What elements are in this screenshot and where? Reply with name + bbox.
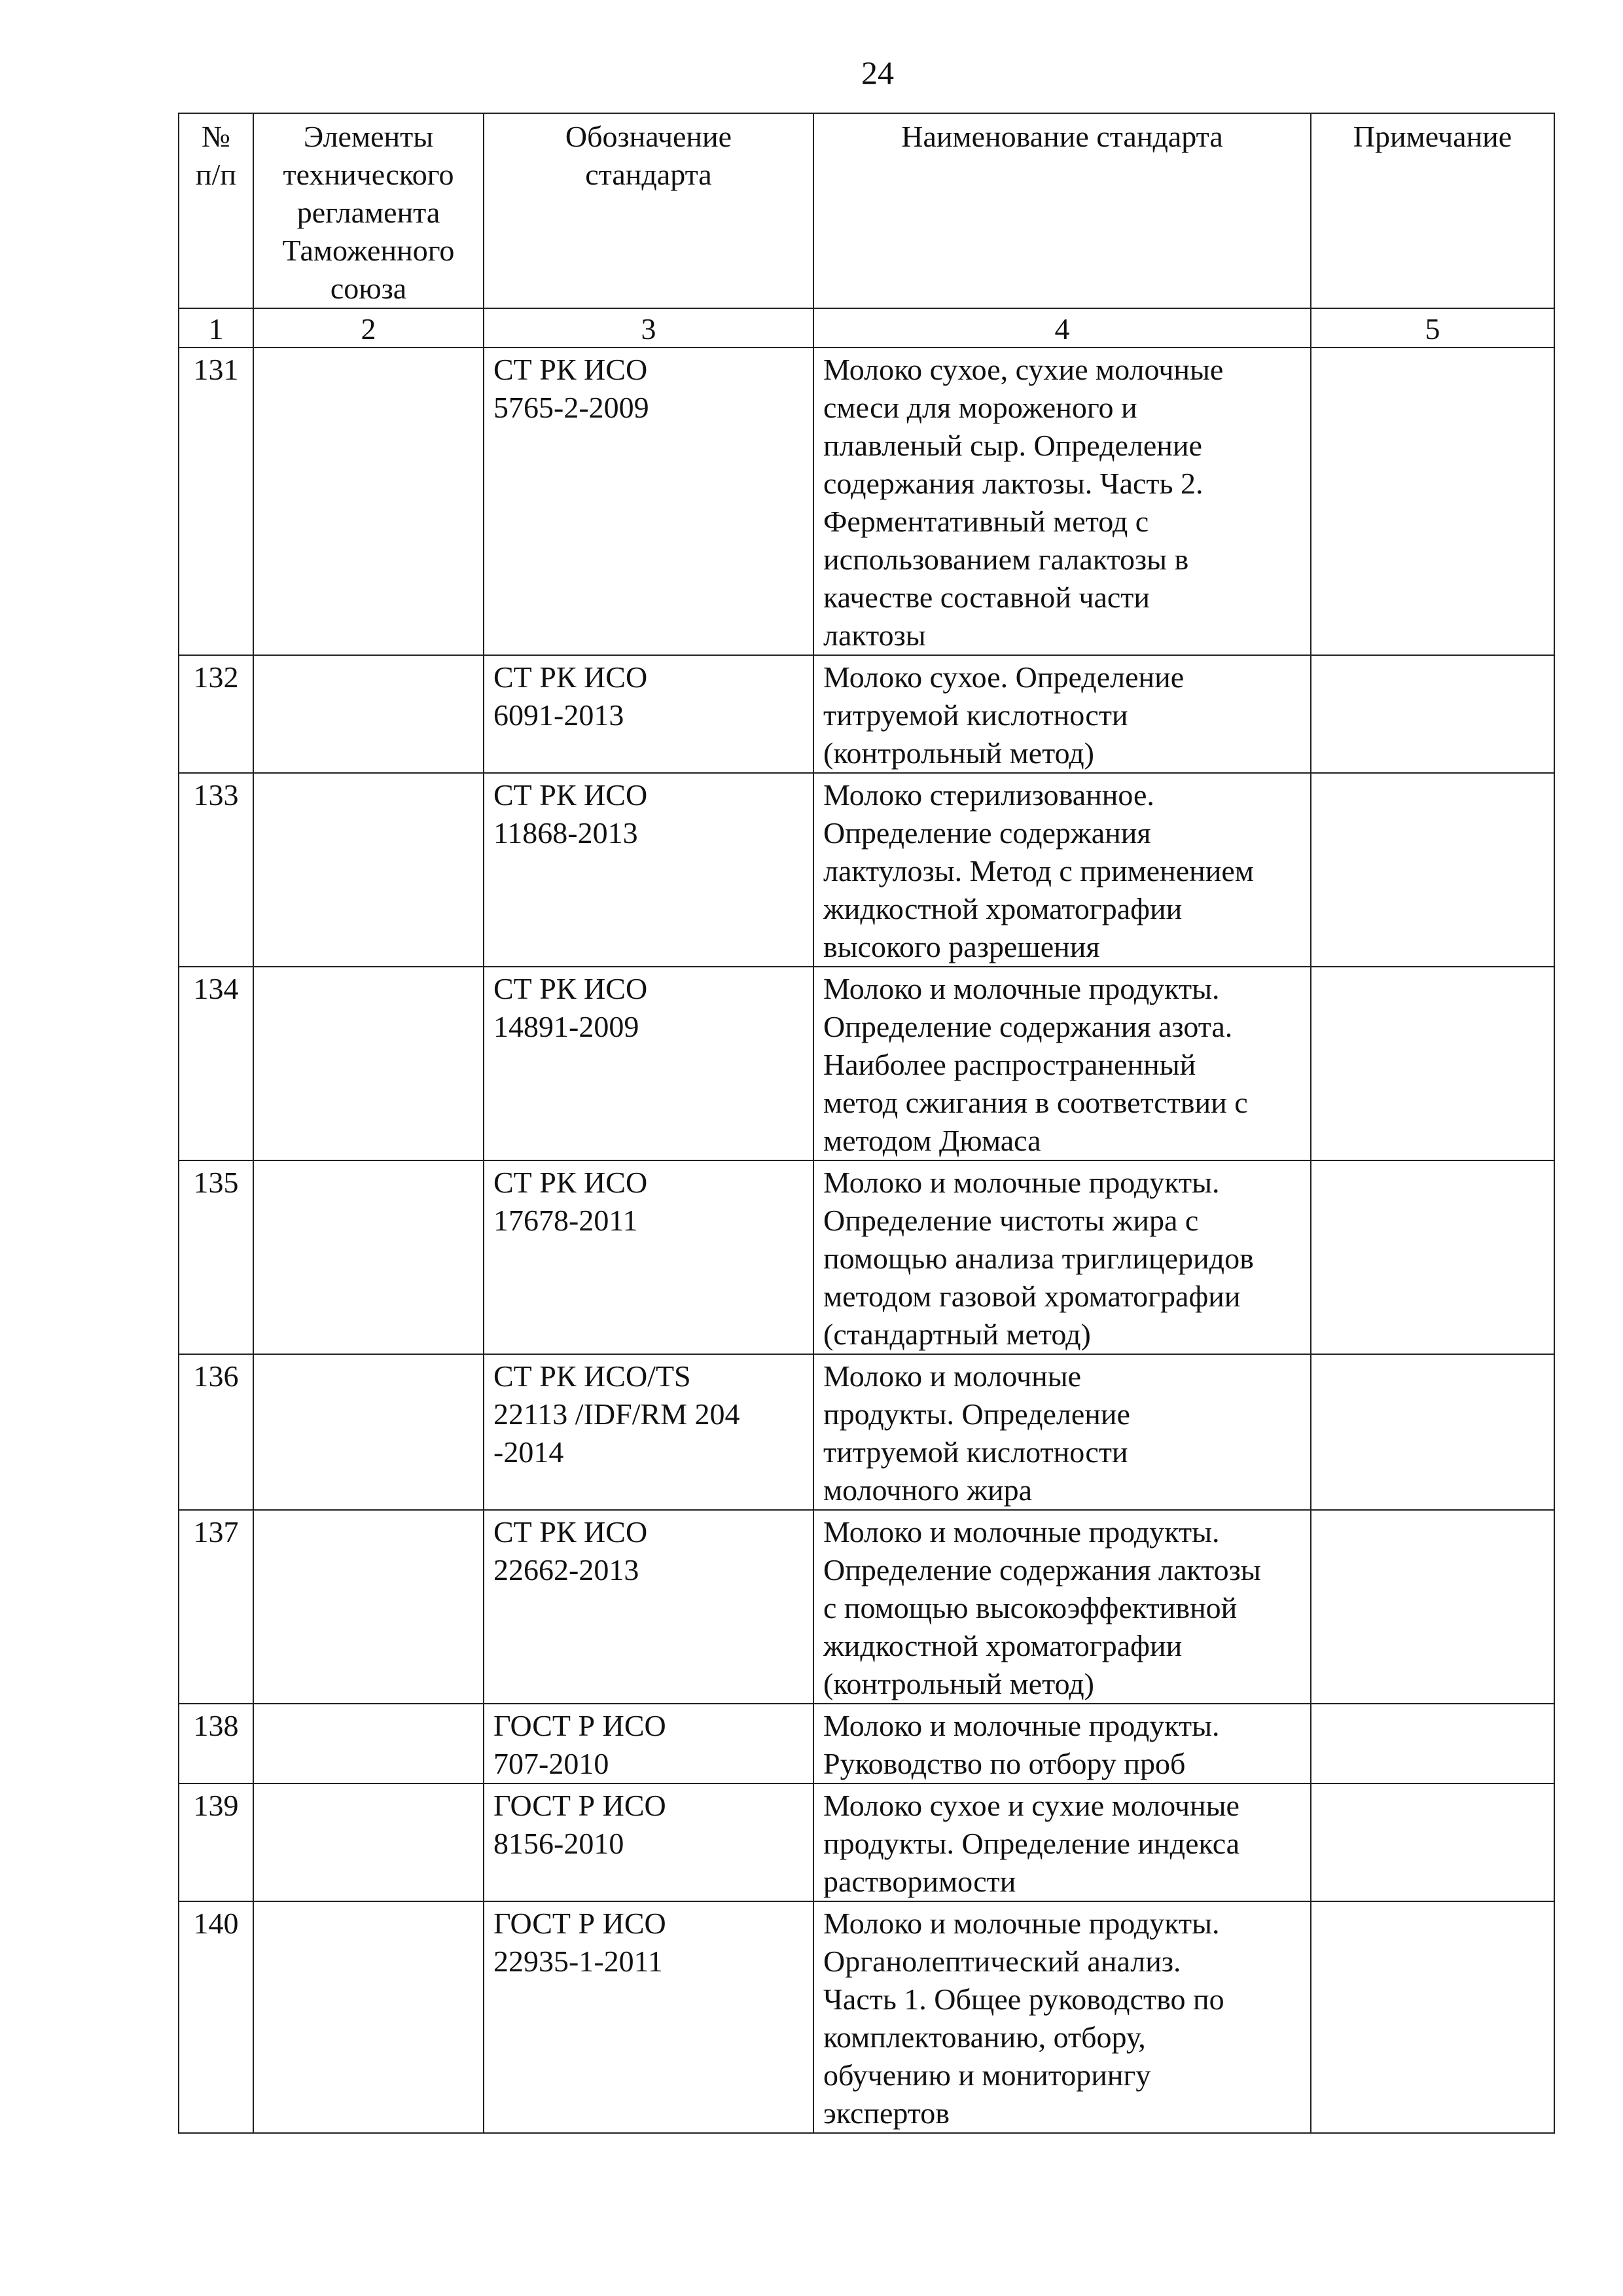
header-notes: Примечание <box>1311 113 1554 308</box>
row-element <box>253 967 484 1160</box>
table-row <box>179 1901 1554 2133</box>
header-standard-name: Наименование стандарта <box>813 113 1311 308</box>
column-number-5: 5 <box>1311 308 1554 348</box>
row-note <box>1311 1704 1554 1784</box>
row-designation: СТ РК ИСО 6091-2013 <box>484 655 813 773</box>
row-standard-name: Молоко сухое. Определение титруемой кислотности (контрольный метод) <box>813 655 1311 773</box>
row-designation: СТ РК ИСО 5765-2-2009 <box>484 348 813 655</box>
row-element <box>253 1901 484 2133</box>
row-designation: ГОСТ Р ИСО 707-2010 <box>484 1704 813 1784</box>
row-standard-name: Молоко и молочные продукты. Определение содержания азота. Наиболее распространенный метод сжигания в соответствии с методом Дюмаса <box>813 967 1311 1160</box>
row-standard-name: Молоко сухое, сухие молочные смеси для мороженого и плавленый сыр. Определение содержания лактозы. Часть 2. Ферментативный метод с использованием галактозы в качестве составной части лактозы <box>813 348 1311 655</box>
table-row <box>179 348 1554 655</box>
row-element <box>253 1704 484 1784</box>
row-standard-name: Молоко и молочные продукты. Определение содержания лактозы с помощью высокоэффективной жидкостной хроматографии (контрольный метод) <box>813 1510 1311 1704</box>
row-number: 131 <box>179 348 253 655</box>
row-standard-name: Молоко и молочные продукты. Определение титруемой кислотности молочного жира <box>813 1354 1311 1510</box>
row-note <box>1311 1354 1554 1510</box>
row-note <box>1311 773 1554 967</box>
row-designation: СТ РК ИСО 11868-2013 <box>484 773 813 967</box>
row-number: 136 <box>179 1354 253 1510</box>
table-row <box>179 1784 1554 1901</box>
table-row <box>179 655 1554 773</box>
row-element <box>253 1510 484 1704</box>
row-designation: СТ РК ИСО 17678-2011 <box>484 1160 813 1354</box>
row-number: 134 <box>179 967 253 1160</box>
column-number-1: 1 <box>179 308 253 348</box>
header-elements: Элементы технического регламента Таможенного союза <box>253 113 484 308</box>
row-standard-name: Молоко сухое и сухие молочные продукты. Определение индекса растворимости <box>813 1784 1311 1901</box>
row-element <box>253 1784 484 1901</box>
row-designation: ГОСТ Р ИСО 8156-2010 <box>484 1784 813 1901</box>
row-element <box>253 348 484 655</box>
row-number: 139 <box>179 1784 253 1901</box>
table-row <box>179 1510 1554 1704</box>
table-row <box>179 1354 1554 1510</box>
header-designation: Обозначение стандарта <box>484 113 813 308</box>
row-number: 137 <box>179 1510 253 1704</box>
column-number-row <box>179 308 1554 348</box>
row-number: 135 <box>179 1160 253 1354</box>
row-note <box>1311 1510 1554 1704</box>
table-row <box>179 773 1554 967</box>
row-standard-name: Молоко стерилизованное. Определение содержания лактулозы. Метод с применением жидкостной хроматографии высокого разрешения <box>813 773 1311 967</box>
table-row <box>179 1704 1554 1784</box>
table-header-row <box>179 113 1554 308</box>
row-note <box>1311 655 1554 773</box>
standards-table <box>178 113 1555 2134</box>
row-note <box>1311 1160 1554 1354</box>
header-number: № п/п <box>179 113 253 308</box>
page-number: 24 <box>861 54 894 91</box>
row-designation: СТ РК ИСО 22662-2013 <box>484 1510 813 1704</box>
row-designation: СТ РК ИСО/TS 22113 /IDF/RM 204 -2014 <box>484 1354 813 1510</box>
row-number: 132 <box>179 655 253 773</box>
table-row <box>179 967 1554 1160</box>
row-element <box>253 1160 484 1354</box>
row-element <box>253 1354 484 1510</box>
row-standard-name: Молоко и молочные продукты. Определение чистоты жира с помощью анализа триглицеридов методом газовой хроматографии (стандартный метод) <box>813 1160 1311 1354</box>
column-number-3: 3 <box>484 308 813 348</box>
row-note <box>1311 1784 1554 1901</box>
row-number: 140 <box>179 1901 253 2133</box>
row-number: 138 <box>179 1704 253 1784</box>
row-element <box>253 655 484 773</box>
row-designation: СТ РК ИСО 14891-2009 <box>484 967 813 1160</box>
row-note <box>1311 967 1554 1160</box>
column-number-4: 4 <box>813 308 1311 348</box>
row-designation: ГОСТ Р ИСО 22935-1-2011 <box>484 1901 813 2133</box>
row-standard-name: Молоко и молочные продукты. Органолептический анализ. Часть 1. Общее руководство по комплектованию, отбору, обучению и мониторингу экспертов <box>813 1901 1311 2133</box>
row-note <box>1311 348 1554 655</box>
column-number-2: 2 <box>253 308 484 348</box>
row-standard-name: Молоко и молочные продукты. Руководство по отбору проб <box>813 1704 1311 1784</box>
row-element <box>253 773 484 967</box>
row-number: 133 <box>179 773 253 967</box>
table-row <box>179 1160 1554 1354</box>
row-note <box>1311 1901 1554 2133</box>
